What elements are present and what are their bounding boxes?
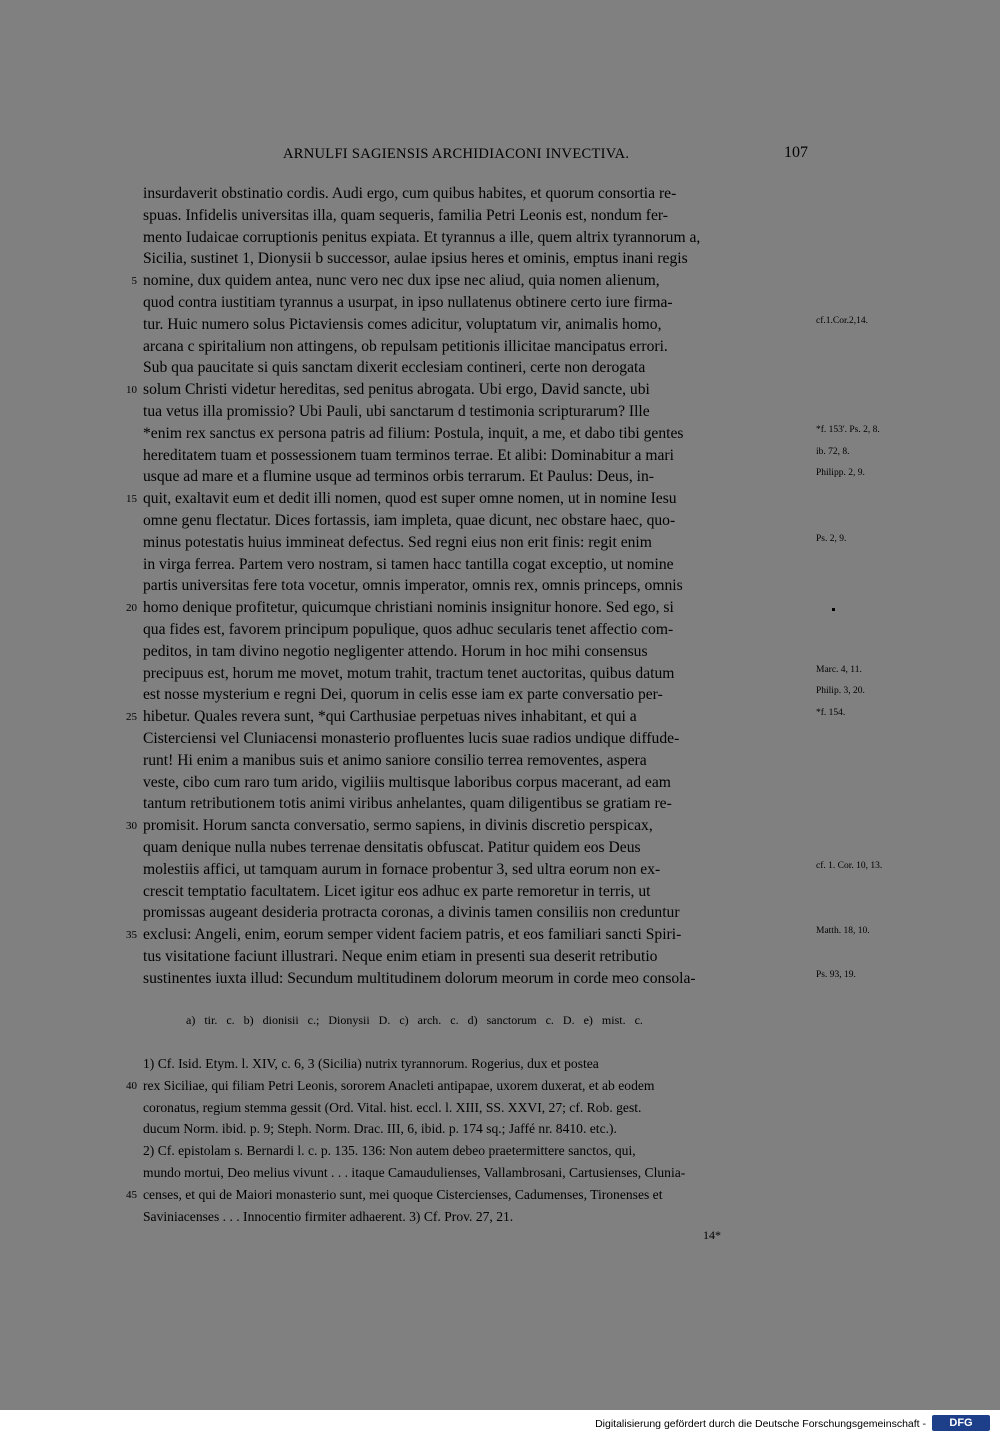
line-text: Sicilia, sustinet 1, Dionysii b successor, aulae ipsius heres et ominis, emptus inani regis: [143, 250, 688, 268]
line-number: 30: [126, 820, 137, 833]
text-line: [143, 772, 809, 794]
text-line: [143, 684, 865, 706]
text-line: [143, 881, 809, 903]
line-text: peditos, in tam divino negotio negligenter attendo. Horum in hoc mihi consensus: [143, 642, 648, 660]
text-line: [143, 401, 809, 423]
text-line: [143, 968, 856, 990]
footnote-text: Saviniacenses . . . Innocentio firmiter adhaerent. 3) Cf. Prov. 27, 21.: [143, 1208, 514, 1224]
line-text: solum Christi videtur hereditas, sed penitus abrogata. Ubi ergo, David sancte, ubi: [143, 381, 650, 399]
text-line: [143, 554, 809, 576]
text-line: [143, 292, 809, 314]
line-text: nomine, dux quidem antea, nunc vero nec dux ipse nec aliud, quia nomen alienum,: [143, 272, 660, 290]
line-text: promissas augeant desideria protracta coronas, a divinis tamen consiliis non creduntur: [143, 904, 680, 922]
critical-apparatus: a) tir. c. b) dionisii c.; Dionysii D. c) arch. c. d) sanctorum c. D. e) mist. c.: [186, 1013, 643, 1027]
text-line: [143, 227, 809, 249]
text-line: [143, 336, 809, 358]
line-number: 15: [126, 493, 137, 506]
line-text: tus visitatione faciunt illustrari. Neque enim etiam in presenti sua deserit retributio: [143, 947, 658, 965]
text-line: [143, 445, 850, 467]
line-text: exclusi: Angeli, enim, eorum semper vident faciem patris, et eos familiari sancti Spiri-: [143, 926, 682, 944]
text-line: [126, 379, 809, 401]
text-line: [143, 793, 809, 815]
text-line: [143, 183, 809, 205]
text-line: [143, 663, 862, 685]
line-number: 40: [126, 1079, 137, 1092]
text-line: [143, 423, 880, 445]
line-number: 25: [126, 711, 137, 724]
footnote-line: [143, 1162, 809, 1184]
footnote-line: [143, 1118, 809, 1140]
line-number: 45: [126, 1188, 137, 1201]
line-text: arcana c spiritalium non attingens, ob repulsam petitionis illicitae mancipatus errori.: [143, 337, 668, 355]
line-text: Cisterciensi vel Cluniacensi monasterio profluentes lucis suae radios undique diffude-: [143, 729, 680, 747]
marginal-reference: Ps. 2, 9.: [816, 533, 847, 544]
line-text: sustinentes iuxta illud: Secundum multitudinem dolorum meorum in corde meo consola-: [143, 969, 696, 987]
text-line: [143, 314, 868, 336]
line-text: hereditatem tuam et possessionem tuam terminos terrae. Et alibi: Dominabitur a mari: [143, 446, 674, 464]
line-text: in virga ferrea. Partem vero nostram, si tamen hacc tantilla cogat exceptio, ut nomine: [143, 555, 674, 573]
text-line: [126, 488, 809, 510]
text-line: [126, 815, 809, 837]
text-line: [126, 706, 846, 728]
signature-mark: 14*: [703, 1228, 721, 1242]
text-line: [143, 750, 809, 772]
text-line: [143, 902, 809, 924]
line-text: promisit. Horum sancta conversatio, sermo sapiens, in divinis discretio perspicax,: [143, 817, 653, 835]
line-number: 5: [131, 275, 137, 288]
line-text: quod contra iustitiam tyrannus a usurpat, in ipso nullatenus obtinere certo iure firma-: [143, 293, 673, 311]
footnote-line: [126, 1184, 809, 1206]
line-text: mento Iudaicae corruptionis penitus expiata. Et tyrannus a ille, quem altrix tyrannorum a,: [143, 228, 701, 246]
dfg-logo-icon: DFG: [932, 1415, 990, 1431]
text-line: [126, 924, 870, 946]
line-text: hibetur. Quales revera sunt, *qui Carthusiae perpetuas nives inhabitant, et qui a: [143, 708, 637, 726]
text-line: [143, 205, 809, 227]
text-line: [143, 859, 883, 881]
text-line: [143, 357, 809, 379]
line-text: molestiis affici, ut tamquam aurum in fornace probentur 3, sed ultra eorum non ex-: [143, 860, 661, 878]
funding-notice: Digitalisierung gefördert durch die Deutsche Forschungsgemeinschaft -: [595, 1418, 926, 1430]
line-text: omne genu flectatur. Dices fortassis, iam impleta, quae dicunt, nec obstare haec, quo-: [143, 511, 676, 529]
line-text: minus potestatis huius immineat defectus. Sed regni eius non erit finis: regit enim: [143, 533, 652, 551]
line-number: 20: [126, 602, 137, 615]
footnote-text: 2) Cf. epistolam s. Bernardi l. c. p. 135. 136: Non autem debeo praetermittere sanctos, qui,: [143, 1143, 636, 1159]
line-text: tua vetus illa promissio? Ubi Pauli, ubi sanctarum d testimonia scripturarum? Ille: [143, 402, 650, 420]
marginal-reference: *f. 153'. Ps. 2, 8.: [816, 424, 880, 435]
line-text: insurdaverit obstinatio cordis. Audi ergo, cum quibus habites, et quorum consortia re-: [143, 185, 677, 202]
footnote-line: [143, 1053, 809, 1075]
text-line: [143, 466, 865, 488]
marginal-reference: Marc. 4, 11.: [816, 664, 862, 675]
line-text: usque ad mare et a flumine usque ad terminos orbis terrarum. Et Paulus: Deus, in-: [143, 468, 654, 486]
text-line: [143, 532, 847, 554]
line-text: spuas. Infidelis universitas illa, quam sequeris, familia Petri Leonis est, nondum fer-: [143, 206, 668, 224]
line-text: veste, cibo cum raro tum arido, vigiliis multisque laboribus corpus macerant, ad eam: [143, 773, 671, 791]
line-text: tur. Huic numero solus Pictaviensis comes adicitur, voluptatum vir, animalis homo,: [143, 315, 662, 333]
marginal-reference: Matth. 18, 10.: [816, 926, 870, 937]
line-text: partis universitas fere tota vocetur, omnis imperator, omnis rex, omnis princeps, omnis: [143, 577, 683, 595]
marginal-reference: Ps. 93, 19.: [816, 969, 856, 980]
running-title: ARNULFI SAGIENSIS ARCHIDIACONI INVECTIVA.: [283, 146, 630, 162]
line-number: 10: [126, 384, 137, 397]
footnote-text: ducum Norm. ibid. p. 9; Steph. Norm. Drac. III, 6, ibid. p. 174 sq.; Jaffé nr. 8410. etc.).: [143, 1121, 617, 1137]
line-text: *enim rex sanctus ex persona patris ad filium: Postula, inquit, a me, et dabo tibi gentes: [143, 424, 684, 442]
footnote-line: [143, 1140, 809, 1162]
marginal-reference: *f. 154.: [816, 708, 846, 719]
line-text: quit, exaltavit eum et dedit illi nomen, quod est super omne nomen, ut in nomine Iesu: [143, 490, 677, 508]
main-text: [126, 183, 883, 989]
text-line: [143, 510, 809, 532]
line-text: tantum retributionem totis animi viribus anhelantes, quam diligentibus se gratiam re-: [143, 795, 672, 813]
text-line: [126, 597, 809, 619]
footnote-text: mundo mortui, Deo melius vivunt . . . itaque Camaudulienses, Vallambrosani, Cartusienses, Clunia-: [143, 1164, 686, 1180]
text-line: [143, 641, 809, 663]
text-line: [131, 270, 809, 292]
scan-speck: [832, 608, 835, 611]
text-line: [143, 837, 809, 859]
marginal-reference: cf.1.Cor.2,14.: [816, 315, 868, 326]
line-text: est nosse mysterium e regni Dei, quorum in celis esse iam ex parte conversatio per-: [143, 686, 663, 704]
footnotes: [126, 1053, 809, 1227]
footnote-line: [126, 1075, 809, 1097]
marginal-reference: Philip. 3, 20.: [816, 686, 865, 697]
line-text: precipuus est, horum me movet, motum trahit, tractum tenet auctoritas, quibus datum: [143, 664, 675, 682]
marginal-reference: cf. 1. Cor. 10, 13.: [816, 860, 883, 871]
text-line: [143, 946, 809, 968]
line-text: homo denique profitetur, quicumque christiani nominis insignitur honore. Sed ego, si: [143, 599, 674, 617]
line-text: quam denique nulla nubes terrenae densitatis obfuscat. Patitur quidem eos Deus: [143, 838, 641, 856]
line-text: crescit temptatio facultatem. Licet igitur eos adhuc ex parte remoretur in terris, ut: [143, 882, 651, 900]
footnote-text: rex Siciliae, qui filiam Petri Leonis, sororem Anacleti antipapae, uxorem duxerat, et ab eodem: [143, 1077, 655, 1093]
text-line: [143, 248, 809, 270]
line-text: qua fides est, favorem principum populique, quos adhuc secularis tenet affectio com-: [143, 620, 674, 638]
line-text: Sub qua paucitate si quis sanctam dixerit ecclesiam contineri, certe non derogata: [143, 359, 646, 377]
footnote-line: [143, 1097, 809, 1119]
line-number: 35: [126, 929, 137, 942]
footnote-text: 1) Cf. Isid. Etym. l. XIV, c. 6, 3 (Sicilia) nutrix tyrannorum. Rogerius, dux et postea: [143, 1056, 599, 1071]
text-line: [143, 619, 809, 641]
text-line: [143, 575, 809, 597]
text-line: [143, 728, 809, 750]
footnote-text: coronatus, regium stemma gessit (Ord. Vital. hist. eccl. l. XIII, SS. XXVI, 27; cf. Rob. gest.: [143, 1099, 642, 1115]
marginal-reference: Philipp. 2, 9.: [816, 468, 865, 479]
marginal-reference: ib. 72, 8.: [816, 446, 850, 457]
footnote-text: censes, et qui de Maiori monasterio sunt, mei quoque Cistercienses, Cadumenses, Tironenses et: [143, 1186, 663, 1202]
footnote-line: [143, 1206, 809, 1228]
line-text: runt! Hi enim a manibus suis et animo saniore consilio terrea removentes, aspera: [143, 751, 647, 769]
page-number: 107: [784, 144, 808, 161]
